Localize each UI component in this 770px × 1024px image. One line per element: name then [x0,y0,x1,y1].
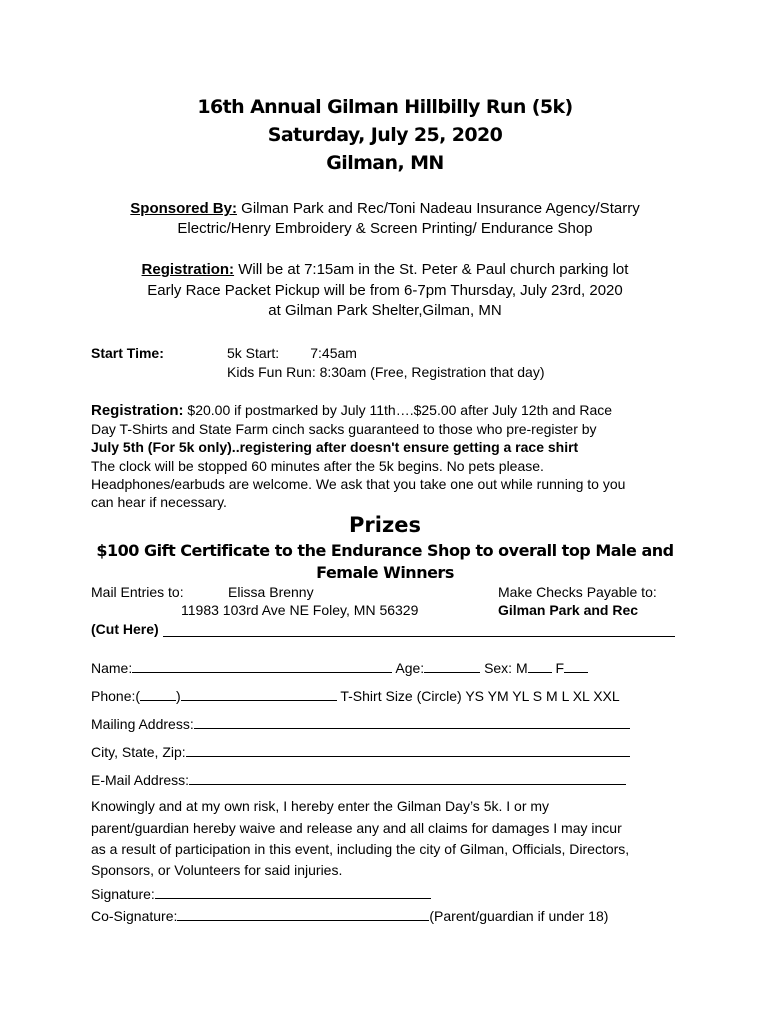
age-label: Age: [395,660,425,676]
phone-label: Phone:( [91,688,141,704]
registration-info-line-3: at Gilman Park Shelter,Gilman, MN [268,302,502,319]
start-time-label: Start Time: [91,345,164,361]
cosignature-row [91,906,608,924]
sex-f-label: F [555,660,565,676]
payable-label: Make Checks Payable to: [498,584,657,600]
city-state-zip-field[interactable] [186,742,630,757]
age-field[interactable] [424,658,480,673]
sex-f-field[interactable] [564,658,588,673]
registration-fee-line-1 [91,402,612,419]
registration-fee-line-5: Headphones/earbuds are welcome. We ask that you take one out while running to you [91,476,626,492]
email-row [91,770,626,788]
mailing-address-field[interactable] [194,714,630,729]
sponsors-label: Sponsored By: [130,200,237,217]
mail-label: Mail Entries to: [91,584,184,600]
sponsors-line-1 [0,200,770,217]
title-line-3: Gilman, MN [326,152,444,174]
cosignature-note: (Parent/guardian if under 18) [429,908,609,924]
registration-info-line-1 [0,261,770,278]
name-field[interactable] [132,658,392,673]
prizes-line-2: Female Winners [316,563,454,582]
email-label: E-Mail Address: [91,772,190,788]
title-line-1: 16th Annual Gilman Hillbilly Run (5k) [197,96,573,118]
mailing-row [91,714,630,732]
cut-here-label: (Cut Here) [91,621,159,637]
registration-fee-line-4: The clock will be stopped 60 minutes after the 5k begins. No pets please. [91,458,544,474]
registration-fee-line-3: July 5th (For 5k only)..registering after doesn't ensure getting a race shirt [91,439,579,455]
phone-close: ) [176,688,181,704]
city-row [91,742,630,760]
city-label: City, State, Zip: [91,744,186,760]
phone-number-field[interactable] [181,686,337,701]
sex-label: Sex: M [484,660,528,676]
waiver-line-2: parent/guardian hereby waive and release any and all claims for damages I may incur [91,820,622,836]
title-line-2: Saturday, July 25, 2020 [267,124,503,146]
mail-address: 11983 103rd Ave NE Foley, MN 56329 [181,602,419,618]
start-time-kids: Kids Fun Run: 8:30am (Free, Registration that day) [227,364,545,380]
sponsors-text-1: Gilman Park and Rec/Toni Nadeau Insurance Agency/Starry [236,200,640,217]
prizes-line-1: $100 Gift Certificate to the Endurance Shop to overall top Male and [96,541,674,560]
phone-area-field[interactable] [140,686,176,701]
registration-info-label: Registration: [141,261,235,278]
registration-fee-label: Registration: [91,402,184,419]
cosignature-field[interactable] [177,906,429,921]
mail-name: Elissa Brenny [228,584,314,600]
sex-m-field[interactable] [528,658,552,673]
mailing-label: Mailing Address: [91,716,194,732]
payable-to: Gilman Park and Rec [498,602,639,618]
signature-field[interactable] [155,884,431,899]
waiver-line-3: as a result of participation in this event, including the city of Gilman, Officials, Directors, [91,841,630,857]
registration-info-line-2: Early Race Packet Pickup will be from 6-7pm Thursday, July 23rd, 2020 [147,282,623,299]
registration-fee-line-6: can hear if necessary. [91,494,227,510]
registration-info-text-1: Will be at 7:15am in the St. Peter & Paul church parking lot [234,261,629,278]
start-time-5k: 5k Start: 7:45am [227,345,357,361]
email-field[interactable] [189,770,626,785]
sponsors-line-2: Electric/Henry Embroidery & Screen Printing/ Endurance Shop [177,220,593,237]
registration-fee-text-1: $20.00 if postmarked by July 11th….$25.00 after July 12th and Race [183,402,613,418]
waiver-line-1: Knowingly and at my own risk, I hereby enter the Gilman Day’s 5k. I or my [91,798,550,814]
registration-fee-line-2: Day T-Shirts and State Farm cinch sacks guaranteed to those who pre-register by [91,421,597,437]
phone-row [91,686,620,704]
signature-label: Signature: [91,886,155,902]
waiver-line-4: Sponsors, or Volunteers for said injuries. [91,862,343,878]
name-row [91,658,588,676]
name-label: Name: [91,660,133,676]
cut-line [163,636,675,637]
prizes-heading: Prizes [349,513,421,537]
cosignature-label: Co-Signature: [91,908,178,924]
tshirt-size-label: T-Shirt Size (Circle) YS YM YL S M L XL XXL [340,688,620,704]
signature-row [91,884,431,902]
